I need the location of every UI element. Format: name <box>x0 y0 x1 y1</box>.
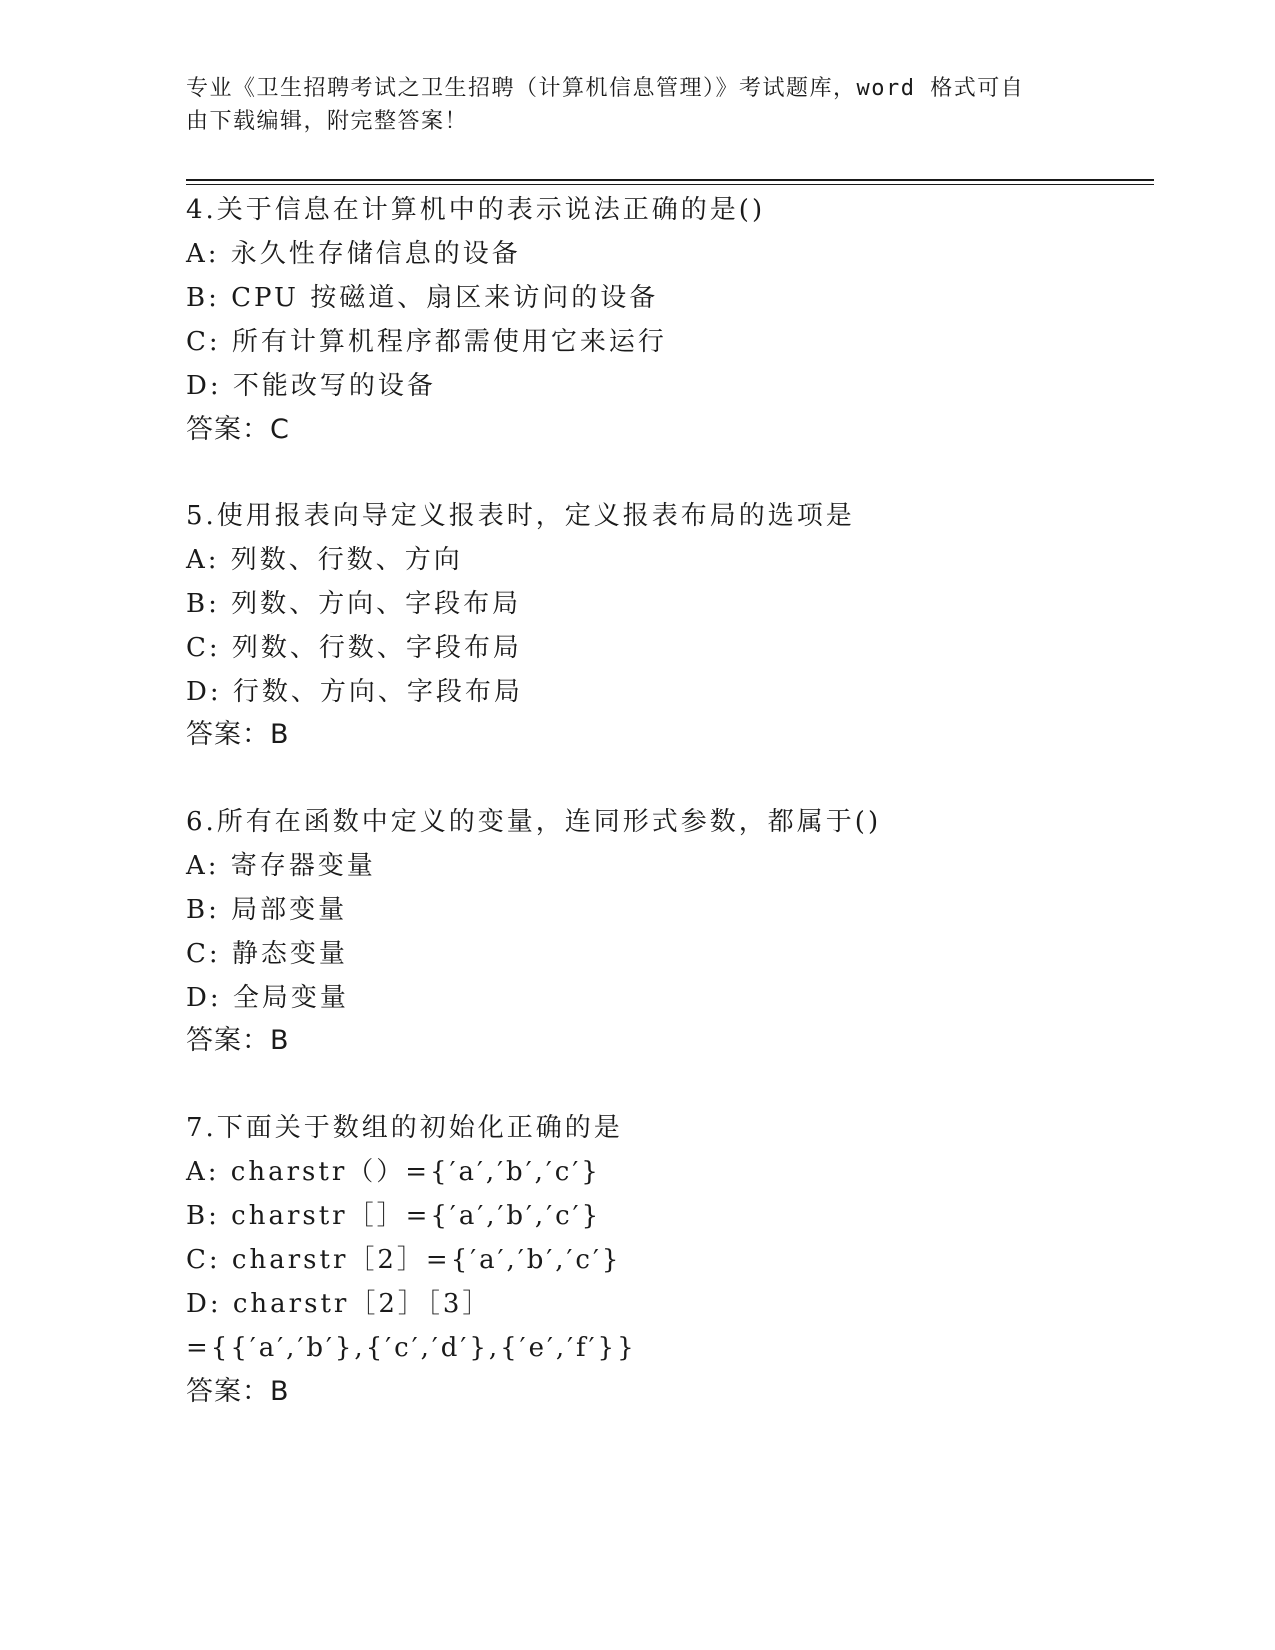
question-5-stem: 5.使用报表向导定义报表时，定义报表布局的选项是 <box>186 501 855 531</box>
question-6-option-b: B: 局部变量 <box>186 895 348 925</box>
question-6-option-a: A: 寄存器变量 <box>186 851 376 881</box>
question-4-option-a: A: 永久性存储信息的设备 <box>186 239 521 269</box>
question-5-option-c: C: 列数、行数、字段布局 <box>186 633 522 663</box>
question-5-option-a: A: 列数、行数、方向 <box>186 545 463 575</box>
question-7-option-c: C: charstr［2］={′a′,′b′,′c′} <box>186 1245 622 1275</box>
question-5-answer: 答案：B <box>186 719 290 750</box>
header-line-1: 专业《卫生招聘考试之卫生招聘（计算机信息管理）》考试题库，word 格式可自 <box>186 76 1025 101</box>
question-7-stem: 7.下面关于数组的初始化正确的是 <box>186 1113 623 1143</box>
question-6-answer: 答案：B <box>186 1025 290 1056</box>
document-header <box>186 72 1066 138</box>
question-6-option-d: D: 全局变量 <box>186 983 349 1013</box>
question-7-answer: 答案：B <box>186 1376 290 1407</box>
question-4-option-c: C: 所有计算机程序都需使用它来运行 <box>186 327 667 357</box>
question-4-option-b: B: CPU 按磁道、扇区来访问的设备 <box>186 283 659 313</box>
question-4-answer: 答案：C <box>186 414 290 445</box>
question-4-option-d: D: 不能改写的设备 <box>186 371 436 401</box>
question-6-stem: 6.所有在函数中定义的变量，连同形式参数，都属于() <box>186 807 882 837</box>
question-7-option-d-continued: ={{′a′,′b′},{′c′,′d′},{′e′,′f′}} <box>186 1333 637 1363</box>
question-7-option-d: D: charstr［2］［3］ <box>186 1289 492 1319</box>
question-6-option-c: C: 静态变量 <box>186 939 348 969</box>
question-7-option-a: A: charstr（）={′a′,′b′,′c′} <box>186 1157 601 1187</box>
question-4-stem: 4.关于信息在计算机中的表示说法正确的是() <box>186 195 766 225</box>
header-rule-thin <box>186 184 1154 185</box>
header-rule-thick <box>186 179 1154 181</box>
question-7-option-b: B: charstr［］={′a′,′b′,′c′} <box>186 1201 602 1231</box>
header-line-2: 由下载编辑，附完整答案！ <box>186 109 469 134</box>
question-5-option-b: B: 列数、方向、字段布局 <box>186 589 522 619</box>
question-5-option-d: D: 行数、方向、字段布局 <box>186 677 523 707</box>
